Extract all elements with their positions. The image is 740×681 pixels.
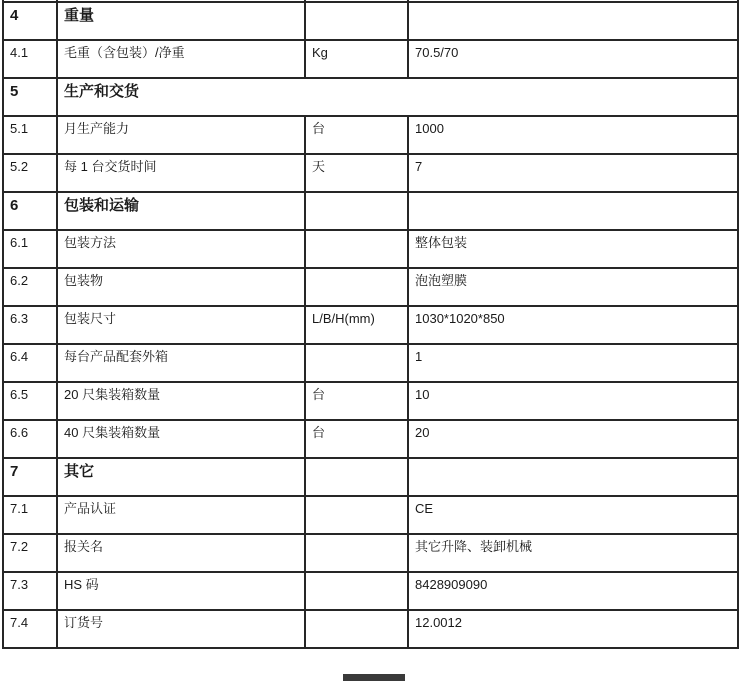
- unit-cell: [305, 572, 408, 610]
- row-id: 7: [3, 458, 57, 496]
- unit-cell: [305, 496, 408, 534]
- row-id: 7.2: [3, 534, 57, 572]
- item-label: 报关名: [57, 534, 305, 572]
- item-label: 包装方法: [57, 230, 305, 268]
- unit-cell: [305, 534, 408, 572]
- value-cell: 整体包装: [408, 230, 738, 268]
- value-cell: [408, 458, 738, 496]
- value-cell: 1030*1020*850: [408, 306, 738, 344]
- value-cell: [408, 2, 738, 40]
- table-row-7-2: [3, 534, 738, 572]
- item-label: 包装尺寸: [57, 306, 305, 344]
- value-cell: 泡泡塑膜: [408, 268, 738, 306]
- value-cell: 其它升降、装卸机械: [408, 534, 738, 572]
- value-cell: 70.5/70: [408, 40, 738, 78]
- table-row-6-4: [3, 344, 738, 382]
- section-title: 包装和运输: [57, 192, 305, 230]
- row-id: 6.2: [3, 268, 57, 306]
- row-id: 6: [3, 192, 57, 230]
- value-cell: 10: [408, 382, 738, 420]
- row-id: 6.6: [3, 420, 57, 458]
- item-label: 20 尺集装箱数量: [57, 382, 305, 420]
- table-row-5-2: [3, 154, 738, 192]
- table-row-5-1: [3, 116, 738, 154]
- unit-cell: [305, 230, 408, 268]
- row-id: 4: [3, 2, 57, 40]
- table-row-7-3: [3, 572, 738, 610]
- row-id: 5.2: [3, 154, 57, 192]
- unit-cell: L/B/H(mm): [305, 306, 408, 344]
- unit-cell: [305, 610, 408, 648]
- unit-cell: [305, 344, 408, 382]
- unit-cell: 台: [305, 420, 408, 458]
- row-id: 6.5: [3, 382, 57, 420]
- table-row-4-1: [3, 40, 738, 78]
- section-title: 重量: [57, 2, 305, 40]
- row-id: 6.4: [3, 344, 57, 382]
- item-label: 每台产品配套外箱: [57, 344, 305, 382]
- product-spec-table: [2, 0, 739, 649]
- item-label: 产品认证: [57, 496, 305, 534]
- unit-cell: [305, 268, 408, 306]
- row-id: 5.1: [3, 116, 57, 154]
- value-cell: 1000: [408, 116, 738, 154]
- row-id: 7.4: [3, 610, 57, 648]
- value-cell: [408, 192, 738, 230]
- value-cell: CE: [408, 496, 738, 534]
- table-row-7-4: [3, 610, 738, 648]
- value-cell: 12.0012: [408, 610, 738, 648]
- item-label: 毛重（含包装）/净重: [57, 40, 305, 78]
- unit-cell: 台: [305, 382, 408, 420]
- value-cell: 1: [408, 344, 738, 382]
- section-title: 其它: [57, 458, 305, 496]
- row-id: 6.1: [3, 230, 57, 268]
- unit-cell: [305, 2, 408, 40]
- row-id: 7.3: [3, 572, 57, 610]
- row-id: 4.1: [3, 40, 57, 78]
- table-row-6-6: [3, 420, 738, 458]
- table-row-6-5: [3, 382, 738, 420]
- row-id: 6.3: [3, 306, 57, 344]
- unit-cell: [305, 458, 408, 496]
- row-id: 7.1: [3, 496, 57, 534]
- item-label: HS 码: [57, 572, 305, 610]
- item-label: 月生产能力: [57, 116, 305, 154]
- table-row-section-7: [3, 458, 738, 496]
- table-row-6-3: [3, 306, 738, 344]
- table-row-section-4: [3, 2, 738, 40]
- table-row-section-6: [3, 192, 738, 230]
- item-label: 包装物: [57, 268, 305, 306]
- table-row-section-5: [3, 78, 738, 116]
- unit-cell: [305, 192, 408, 230]
- value-cell: 8428909090: [408, 572, 738, 610]
- item-label: 每 1 台交货时间: [57, 154, 305, 192]
- item-label: 40 尺集装箱数量: [57, 420, 305, 458]
- section-title: 生产和交货: [57, 78, 738, 116]
- unit-cell: Kg: [305, 40, 408, 78]
- table-row-6-1: [3, 230, 738, 268]
- item-label: 订货号: [57, 610, 305, 648]
- unit-cell: 台: [305, 116, 408, 154]
- row-id: 5: [3, 78, 57, 116]
- value-cell: 20: [408, 420, 738, 458]
- table-row-7-1: [3, 496, 738, 534]
- table-row-6-2: [3, 268, 738, 306]
- value-cell: 7: [408, 154, 738, 192]
- cutoff-element-marker: [343, 674, 405, 681]
- unit-cell: 天: [305, 154, 408, 192]
